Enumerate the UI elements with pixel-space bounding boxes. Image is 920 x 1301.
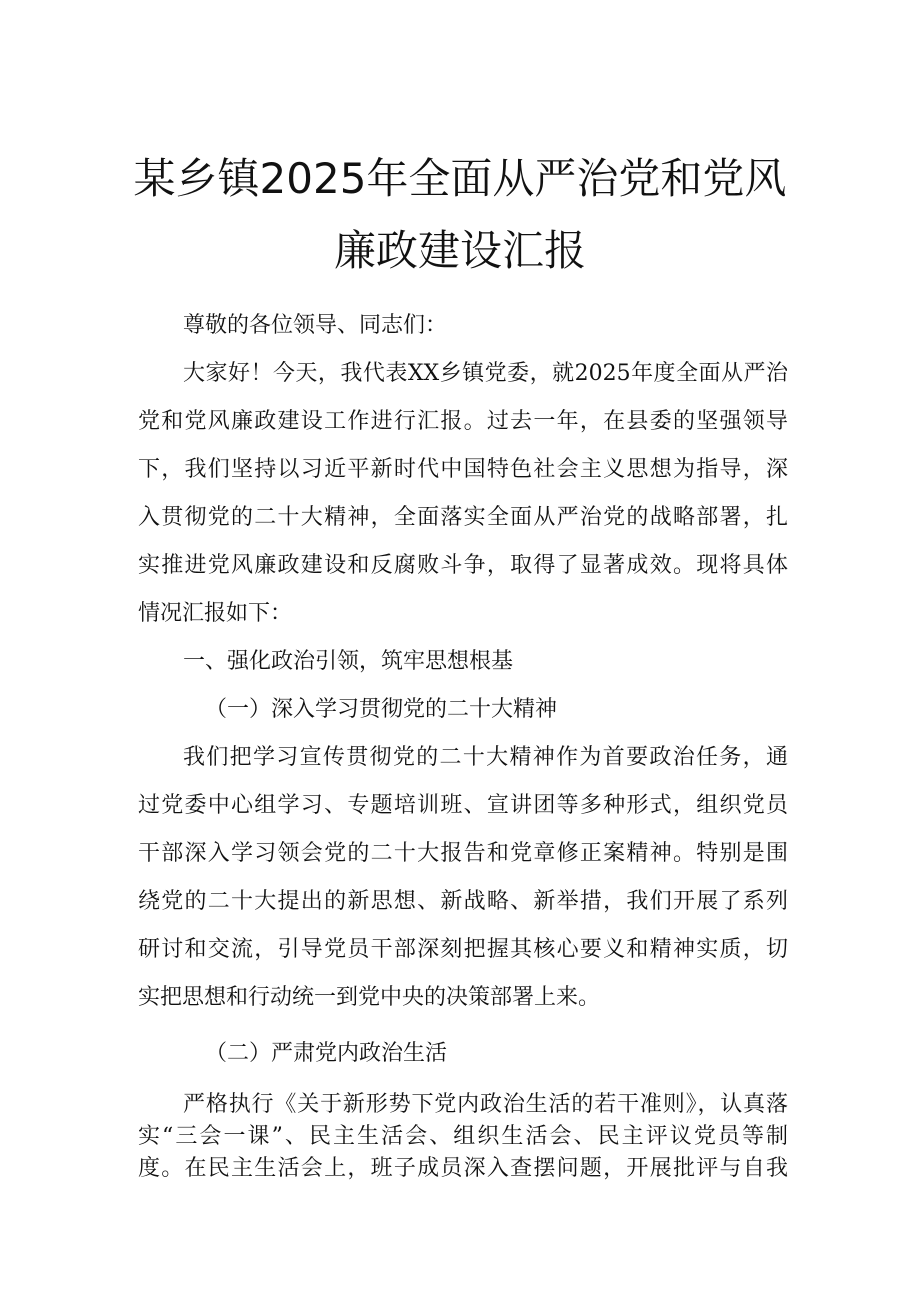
subsection-1-line-4: 绕党的二十大提出的新思想、新战略、新举措，我们开展了系列	[138, 889, 788, 914]
document-title-line-1: 某乡镇2025年全面从严治党和党风	[133, 154, 787, 203]
intro-line-2: 党和党风廉政建设工作进行汇报。过去一年，在县委的坚强领导	[138, 409, 788, 434]
intro-line-1: 大家好！今天，我代表XX乡镇党委，就2025年度全面从严治	[183, 361, 788, 386]
subsection-1-line-3: 干部深入学习领会党的二十大报告和党章修正案精神。特别是围	[138, 841, 788, 866]
intro-line-5: 实推进党风廉政建设和反腐败斗争，取得了显著成效。现将具体	[138, 553, 788, 578]
subsection-2-line-1: 严格执行《关于新形势下党内政治生活的若干准则》，认真落	[183, 1092, 788, 1117]
salutation: 尊敬的各位领导、同志们：	[183, 313, 448, 338]
intro-line-6: 情况汇报如下：	[138, 601, 293, 626]
subsection-2-line-2: 实“三会一课”、民主生活会、组织生活会、民主评议党员等制	[138, 1124, 788, 1149]
subsection-1-line-1: 我们把学习宣传贯彻党的二十大精神作为首要政治任务，通	[183, 745, 788, 770]
intro-line-3: 下，我们坚持以习近平新时代中国特色社会主义思想为指导，深	[138, 457, 788, 482]
document-title-line-2: 廉政建设汇报	[333, 226, 586, 275]
subsection-1-line-5: 研讨和交流，引导党员干部深刻把握其核心要义和精神实质，切	[138, 937, 788, 962]
section-1-heading: 一、强化政治引领，筑牢思想根基	[183, 649, 514, 674]
subsection-1-line-6: 实把思想和行动统一到党中央的决策部署上来。	[138, 985, 601, 1010]
subsection-1-heading: （一）深入学习贯彻党的二十大精神	[205, 697, 558, 722]
subsection-2-heading: （二）严肃党内政治生活	[205, 1041, 448, 1066]
subsection-1-line-2: 过党委中心组学习、专题培训班、宣讲团等多种形式，组织党员	[138, 793, 788, 818]
subsection-2-line-3: 度。在民主生活会上，班子成员深入查摆问题，开展批评与自我	[138, 1156, 788, 1181]
intro-line-4: 入贯彻党的二十大精神，全面落实全面从严治党的战略部署，扎	[138, 505, 788, 530]
